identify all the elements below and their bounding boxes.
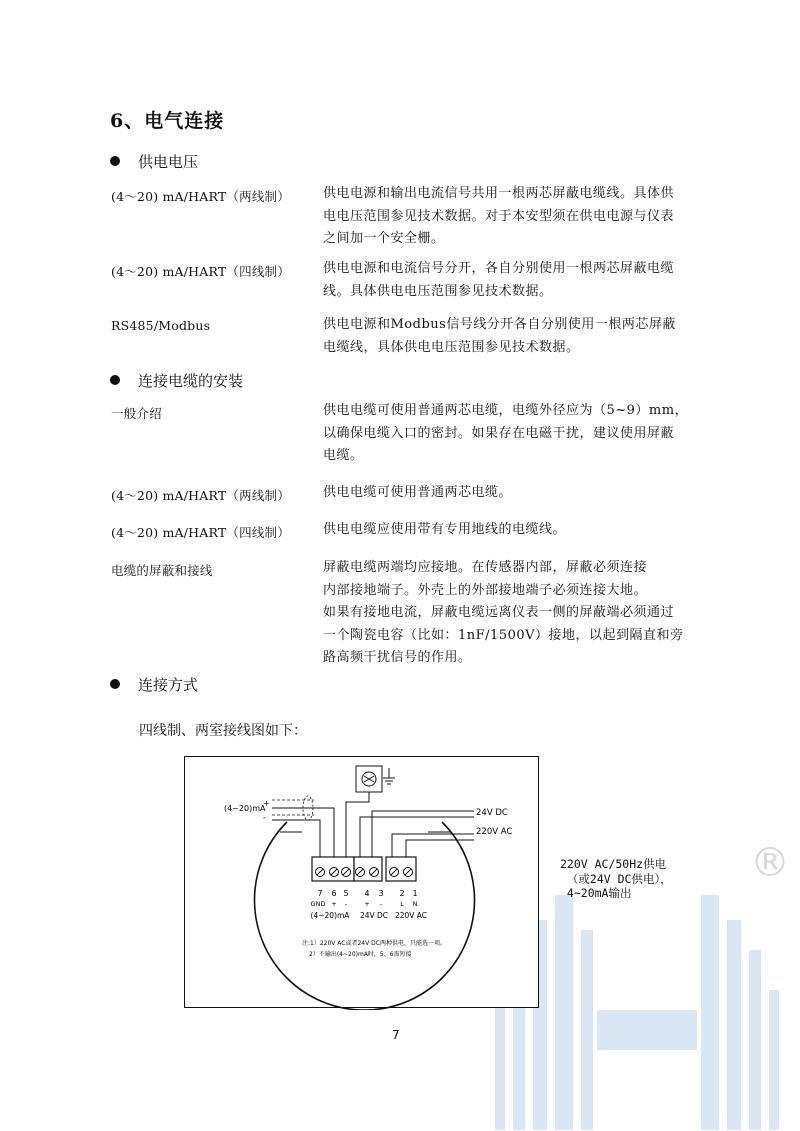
row-description (323, 519, 695, 542)
desc-line: 电缆。 (323, 448, 364, 463)
row-description (323, 258, 695, 303)
terminal-number: 5 (343, 889, 349, 898)
desc-line: 一个陶瓷电容（比如：1nF/1500V）接地，以起到隔直和旁 (323, 627, 684, 643)
page-number: 7 (392, 1028, 400, 1042)
terminal-number: 4 (364, 889, 370, 898)
wiring-subtitle: 四线制、两室接线图如下： (139, 723, 307, 739)
row-label: (4～20) mA/HART（两线制） (111, 189, 290, 204)
row-label: (4～20) mA/HART（四线制） (111, 525, 290, 540)
desc-line: 以确保电缆入口的密封。如果存在电磁干扰，建议使用屏蔽 (323, 425, 675, 441)
terminal-mark: - (344, 900, 348, 908)
bullet-dot-icon (110, 679, 120, 689)
minus-mark: - (263, 813, 266, 822)
row-description (323, 557, 695, 670)
desc-line: 如果有接地电流，屏蔽电缆远离仪表一侧的屏蔽端必须通过 (323, 605, 675, 620)
bullet-label: 供电电压 (138, 153, 199, 171)
ac-label: 220V AC (476, 827, 513, 837)
side-note (560, 857, 672, 901)
terminal-mark: L (400, 900, 404, 908)
diagram-note-2: 2）不输出(4~20)mA时，5、6需短接 (309, 951, 412, 958)
desc-line: 电电压范围参见技术数据。对于本安型须在供电电源与仪表 (323, 208, 675, 224)
desc-line: 内部接地端子。外壳上的外部接地端子必须连接大地。 (323, 582, 648, 598)
terminal-mark: + (364, 900, 370, 908)
bullet-connection-method (110, 674, 198, 695)
group-label: 220V AC (394, 911, 428, 920)
desc-line: 屏蔽电缆两端均应接地。在传感器内部，屏蔽必须连接 (323, 560, 648, 575)
wiring-diagram (184, 756, 540, 1010)
row-label: RS485/Modbus (111, 318, 211, 333)
desc-line: 供电电源和Modbus信号线分开各自分别使用一根两芯屏蔽 (323, 317, 676, 332)
section-heading: 6、电气连接 (110, 110, 225, 132)
row-label: (4～20) mA/HART（两线制） (111, 488, 290, 503)
row-description (323, 400, 695, 468)
plus-mark: + (263, 799, 270, 808)
side-note-line: （或24V DC供电）， (560, 871, 672, 886)
row-label: (4～20) mA/HART（四线制） (111, 264, 290, 279)
bullet-label: 连接电缆的安装 (138, 372, 244, 390)
group-label: 24V DC (359, 911, 389, 920)
desc-line: 供电电源和电流信号分开，各自分别使用一根两芯屏蔽电缆 (323, 261, 675, 276)
terminal-number: 1 (412, 889, 418, 898)
terminal-mark: - (379, 900, 383, 908)
side-note-line: 220V AC/50Hz供电 (560, 857, 667, 871)
row-description (323, 314, 695, 359)
terminal-mark: GND (310, 900, 326, 908)
terminal-number: 7 (317, 889, 323, 898)
desc-line: 电缆线，具体供电电压范围参见技术数据。 (323, 339, 580, 355)
registered-mark: ® (750, 840, 790, 886)
terminal-number: 6 (331, 889, 337, 898)
row-description (323, 482, 695, 505)
row-description (323, 183, 695, 251)
group-label: (4~20)mA (310, 911, 350, 920)
side-note-line: 4~20mA输出 (560, 886, 632, 900)
desc-line: 供电电源和输出电流信号共用一根两芯屏蔽电缆线。具体供 (323, 186, 675, 201)
desc-line: 路高频干扰信号的作用。 (323, 650, 472, 665)
terminal-number: 3 (378, 889, 384, 898)
desc-line: 之间加一个安全栅。 (323, 231, 445, 246)
row-label: 一般介绍 (111, 406, 162, 421)
bullet-dot-icon (110, 375, 120, 385)
terminal-mark: + (331, 900, 337, 908)
terminal-number: 2 (399, 889, 405, 898)
bullet-supply-voltage (110, 151, 198, 172)
desc-line: 供电电缆应使用带有专用地线的电缆线。 (323, 522, 567, 537)
desc-line: 供电电缆可使用普通两芯电缆，电缆外径应为（5~9）mm， (323, 403, 689, 418)
dc-label: 24V DC (476, 808, 508, 818)
desc-line: 供电电缆可使用普通两芯电缆。 (323, 485, 513, 500)
desc-line: 线。具体供电电压范围参见技术数据。 (323, 283, 553, 299)
bullet-cable-install (110, 370, 243, 391)
bullet-label: 连接方式 (138, 676, 199, 694)
signal-label: (4~20)mA (224, 804, 266, 813)
bullet-dot-icon (110, 156, 120, 166)
terminal-mark: N (412, 900, 418, 908)
row-label: 电缆的屏蔽和接线 (111, 563, 213, 578)
diagram-note-1: 注:1）220V AC或者24V DC两种供电，只能选一项。 (302, 940, 446, 947)
